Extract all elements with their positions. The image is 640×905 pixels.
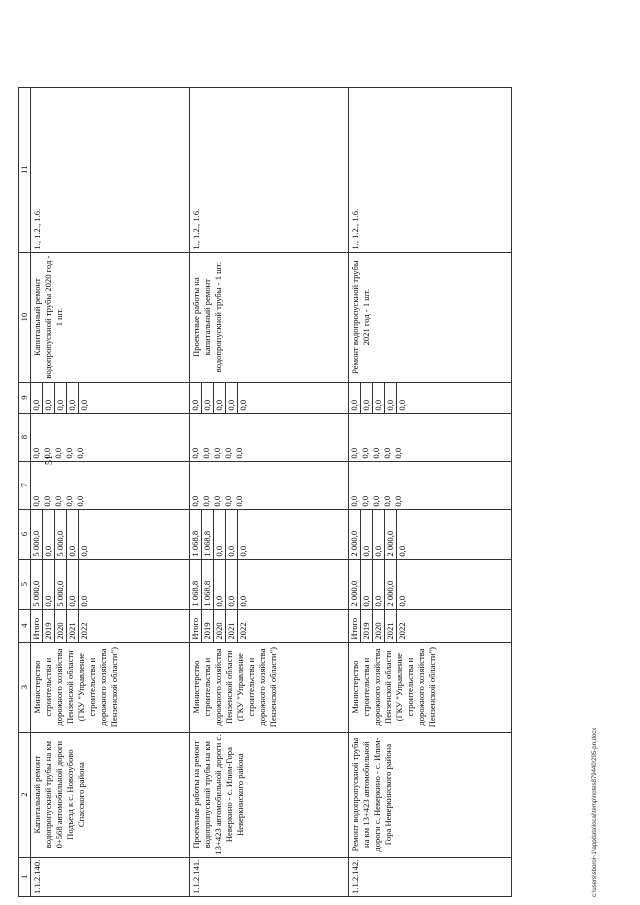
regional-budget-value: 0,0 (78, 510, 90, 559)
local-budget-value: 0,0 (42, 447, 52, 459)
federal-budget-value: 0,0 (212, 495, 222, 507)
years-cell-value: 2022 (237, 610, 249, 642)
regional-budget (190, 509, 349, 559)
expected-result: Проектные работы на капитальный ремонт водопропускной трубы - 1 шт. (190, 252, 349, 382)
regional-budget-value: 0,0 (42, 510, 54, 559)
federal-budget-value: 0,0 (223, 495, 233, 507)
activity-name: Ремонт водопропускной трубы на км 13+423 автомобильной дороги с. Неверкино - с. Илим-Гора Неверкинского района (349, 732, 512, 857)
expected-result: Ремонт водопропускной трубы 2021 год - 1 шт. (349, 252, 512, 382)
local-budget-value: 0,0 (382, 447, 392, 459)
local-budget-value: 0,0 (360, 447, 370, 459)
total-funding-value: 0,0 (213, 560, 225, 609)
table-row (349, 87, 512, 896)
regional-budget-value: 5 000,0 (31, 530, 41, 557)
total-funding-value: 5 000,0 (54, 560, 66, 609)
regional-budget-value: 2 000,0 (349, 530, 359, 557)
other-sources (190, 382, 349, 413)
federal-budget (190, 461, 349, 509)
regional-budget-value: 5 000,0 (54, 510, 66, 559)
federal-budget-value: 0,0 (349, 495, 359, 507)
other-sources-value: 0,0 (360, 383, 372, 413)
total-funding-value: 1 068,8 (190, 580, 200, 607)
regional-budget-value: 0,0 (372, 510, 384, 559)
executor: Министерство строительства и дорожного хозяйства Пензенской области (ГКУ "Управление строительства и дорожного хозяйства Пензенской области") (349, 642, 512, 732)
federal-budget-value: 0,0 (201, 495, 211, 507)
header-cell: 2 (19, 732, 31, 857)
total-funding (190, 559, 349, 609)
other-sources-value: 0,0 (78, 383, 90, 413)
total-funding-value: 0,0 (42, 560, 54, 609)
years-cell-value: Итого (349, 617, 359, 640)
table-row (31, 87, 190, 896)
regional-budget-value: 0,0 (237, 510, 249, 559)
years-cell-value: 2020 (213, 610, 225, 642)
header-cell: 10 (19, 252, 31, 382)
years-cell-value: 2019 (201, 610, 213, 642)
total-funding-value: 5 000,0 (31, 580, 41, 607)
other-sources-value: 0,0 (384, 383, 396, 413)
federal-budget-value: 0,0 (382, 495, 392, 507)
local-budget-value: 0,0 (371, 447, 381, 459)
executor: Министерство строительства и дорожного хозяйства Пензенской области (ГКУ "Управление строительства и дорожного хозяйства Пензенской области") (190, 642, 349, 732)
activity-name: Капитальный ремонт водопропускной трубы на км 0+568 автомобильной дороги Подъезд к с. Новозубово Спасского района (31, 732, 190, 857)
local-budget (349, 413, 512, 461)
other-sources (349, 382, 512, 413)
local-budget-value: 0,0 (190, 447, 200, 459)
regional-budget-value: 1 068,8 (201, 510, 213, 559)
other-sources-value: 0,0 (372, 383, 384, 413)
years-cell-value: 2020 (372, 610, 384, 642)
federal-budget-value: 0,0 (360, 495, 370, 507)
local-budget-value: 0,0 (75, 447, 85, 459)
indicator-reference: 1., 1.2., 1.6. (349, 87, 512, 252)
header-cell: 9 (19, 382, 31, 413)
total-funding-value: 0,0 (372, 560, 384, 609)
indicator-reference: 1., 1.2., 1.6. (190, 87, 349, 252)
header-cell: 8 (19, 413, 31, 461)
federal-budget (31, 461, 190, 509)
file-path-footer: c:\users\sborol~1\appdata\local\temp\notes879440\295-pn.docx (592, 727, 598, 897)
other-sources-value: 0,0 (225, 383, 237, 413)
total-funding (349, 559, 512, 609)
other-sources-value: 0,0 (42, 383, 54, 413)
total-funding-value: 0,0 (360, 560, 372, 609)
total-funding-value: 2 000,0 (384, 560, 396, 609)
federal-budget-value: 0,0 (42, 495, 52, 507)
header-row (19, 87, 31, 896)
federal-budget-value: 0,0 (75, 495, 85, 507)
federal-budget-value: 0,0 (190, 495, 200, 507)
local-budget-value: 0,0 (234, 447, 244, 459)
years-cell (31, 609, 190, 642)
row-number: 1.1.2.142. (349, 857, 512, 896)
header-cell: 3 (19, 642, 31, 732)
local-budget (190, 413, 349, 461)
header-cell: 5 (19, 559, 31, 609)
row-number: 1.1.2.140. (31, 857, 190, 896)
total-funding-value: 0,0 (78, 560, 90, 609)
row-number: 1.1.2.141. (190, 857, 349, 896)
other-sources-value: 0,0 (349, 399, 359, 411)
federal-budget (349, 461, 512, 509)
local-budget-value: 0,0 (53, 447, 63, 459)
years-cell-value: 2021 (384, 610, 396, 642)
other-sources (31, 382, 190, 413)
other-sources-value: 0,0 (31, 399, 41, 411)
regional-budget-value: 2 000,0 (384, 510, 396, 559)
federal-budget-value: 0,0 (393, 495, 403, 507)
years-cell-value: 2021 (66, 610, 78, 642)
local-budget-value: 0,0 (393, 447, 403, 459)
regional-budget-value: 0,0 (66, 510, 78, 559)
local-budget-value: 0,0 (212, 447, 222, 459)
other-sources-value: 0,0 (213, 383, 225, 413)
federal-budget-value: 0,0 (53, 495, 63, 507)
years-cell (190, 609, 349, 642)
other-sources-value: 0,0 (190, 399, 200, 411)
years-cell-value: 2020 (54, 610, 66, 642)
total-funding-value: 0,0 (225, 560, 237, 609)
regional-budget (349, 509, 512, 559)
years-cell (349, 609, 512, 642)
other-sources-value: 0,0 (54, 383, 66, 413)
years-cell-value: 2019 (360, 610, 372, 642)
years-cell-value: 2019 (42, 610, 54, 642)
years-cell-value: Итого (31, 617, 41, 640)
regional-budget-value: 0,0 (225, 510, 237, 559)
other-sources-value: 0,0 (396, 383, 408, 413)
activity-name: Проектные работы на ремонт водопропускной трубы на км 13+423 автомобильной дороги с. Неверкино - с. Илим-Гора Неверкинского района (190, 732, 349, 857)
federal-budget-value: 0,0 (234, 495, 244, 507)
program-activities-table (18, 87, 512, 897)
regional-budget-value: 1 068,8 (190, 530, 200, 557)
table-row (190, 87, 349, 896)
years-cell-value: 2021 (225, 610, 237, 642)
total-funding (31, 559, 190, 609)
local-budget-value: 0,0 (201, 447, 211, 459)
header-cell: 6 (19, 509, 31, 559)
total-funding-value: 0,0 (66, 560, 78, 609)
federal-budget-value: 0,0 (31, 495, 41, 507)
other-sources-value: 0,0 (66, 383, 78, 413)
federal-budget-value: 0,0 (371, 495, 381, 507)
indicator-reference: 1., 1.2., 1.6. (31, 87, 190, 252)
local-budget-value: 0,0 (31, 447, 41, 459)
total-funding-value: 0,0 (396, 560, 408, 609)
federal-budget-value: 0,0 (64, 495, 74, 507)
header-cell: 4 (19, 609, 31, 642)
other-sources-value: 0,0 (201, 383, 213, 413)
local-budget-value: 0,0 (223, 447, 233, 459)
header-cell: 11 (19, 87, 31, 252)
header-cell: 1 (19, 857, 31, 896)
years-cell-value: 2022 (396, 610, 408, 642)
header-cell: 7 (19, 461, 31, 509)
years-cell-value: 2022 (78, 610, 90, 642)
executor: Министерство строительства и дорожного хозяйства Пензенской области (ГКУ "Управление строительства и дорожного хозяйства Пензенской области") (31, 642, 190, 732)
regional-budget-value: 0,0 (213, 510, 225, 559)
regional-budget-value: 0,0 (396, 510, 408, 559)
years-cell-value: Итого (190, 617, 200, 640)
total-funding-value: 0,0 (237, 560, 249, 609)
regional-budget-value: 0,0 (360, 510, 372, 559)
total-funding-value: 2 000,0 (349, 580, 359, 607)
other-sources-value: 0,0 (237, 383, 249, 413)
local-budget-value: 0,0 (349, 447, 359, 459)
page-number: 51 (44, 455, 55, 465)
regional-budget (31, 509, 190, 559)
local-budget (31, 413, 190, 461)
local-budget-value: 0,0 (64, 447, 74, 459)
total-funding-value: 1 068,8 (201, 560, 213, 609)
expected-result: Капитальный ремонт водопропускной трубы 2020 год - 1 шт. (31, 252, 190, 382)
